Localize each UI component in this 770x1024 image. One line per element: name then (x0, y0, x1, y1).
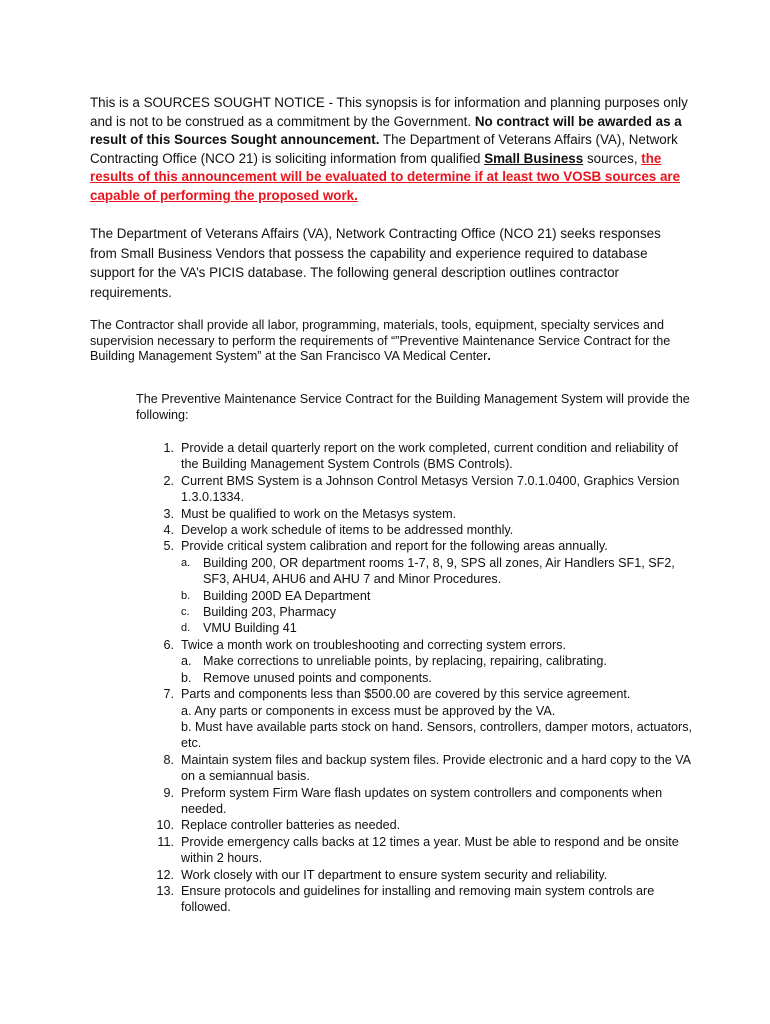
item-number: 11. (157, 834, 174, 849)
item-text: Replace controller batteries as needed. (181, 818, 401, 833)
vosb-evaluation-statement: the results of this announcement will be evaluated to determine if at least two VOSB sources are capable of performing the proposed work. (90, 150, 681, 203)
troubleshooting-list (181, 653, 696, 686)
list-item (136, 817, 696, 833)
sub-item-letter: a. (181, 654, 192, 669)
item-number: 9. (163, 785, 174, 800)
sub-item-text: Building 200D EA Department (203, 588, 371, 603)
item-number: 3. (163, 506, 174, 521)
sub-item-letter: b. (181, 589, 191, 602)
item-text: Current BMS System is a Johnson Control Metasys Version 7.0.1.0400, Graphics Version 1.3.0.1334. (181, 473, 680, 505)
requirements-list (136, 440, 696, 916)
contract-provides-intro: The Preventive Maintenance Service Contract for the Building Management System will provide the following: (136, 392, 690, 422)
small-business-term: Small Business (484, 150, 584, 166)
sub-item-text: VMU Building 41 (203, 621, 297, 636)
sub-list-item (181, 620, 696, 636)
list-item (136, 752, 696, 785)
calibration-areas-list (181, 555, 696, 637)
contractor-requirements-paragraph (90, 318, 690, 365)
sub-item-text: Building 203, Pharmacy (203, 605, 337, 620)
sub-item-text: Building 200, OR department rooms 1-7, 8, 9, SPS all zones, Air Handlers SF1, SF2, SF3, AHU4, AHU6 and AHU 7 and Minor Procedures. (203, 555, 675, 587)
list-item (136, 440, 696, 473)
period-mark: . (487, 349, 491, 364)
parts-stock-note: b. Must have available parts stock on hand. Sensors, controllers, damper motors, actuators, etc. (181, 719, 692, 751)
notice-intro-text: This is a SOURCES SOUGHT NOTICE - This synopsis is for information and planning purposes only and is not to be construed as a commitment by the Government. (90, 95, 688, 129)
item-text: Parts and components less than $500.00 are covered by this service agreement. (181, 687, 631, 702)
sources-text: sources, (586, 150, 638, 166)
sub-list-item (181, 555, 696, 588)
item-number: 5. (163, 539, 174, 554)
list-item (136, 686, 696, 752)
no-contract-statement: No contract will be awarded as a result of this Sources Sought announcement. (90, 113, 682, 148)
list-item (136, 538, 696, 636)
list-item (136, 883, 696, 916)
item-text: Work closely with our IT department to ensure system security and reliability. (181, 867, 608, 882)
solicitation-text: The Department of Veterans Affairs (VA), Network Contracting Office (NCO 21) is soliciting information from qualified (90, 132, 678, 166)
sub-list-item (181, 588, 696, 604)
list-item (136, 867, 696, 883)
item-number: 6. (163, 637, 174, 652)
item-text: Must be qualified to work on the Metasys system. (181, 506, 457, 521)
item-text: Develop a work schedule of items to be addressed monthly. (181, 523, 514, 538)
item-number: 8. (163, 752, 174, 767)
item-text: Provide a detail quarterly report on the work completed, current condition and reliability of the Building Management System Controls (BMS Controls). (181, 441, 679, 472)
sub-item-letter: b. (181, 670, 192, 685)
sub-item-text: Make corrections to unreliable points, by replacing, repairing, calibrating. (203, 654, 607, 669)
item-text: Maintain system files and backup system files. Provide electronic and a hard copy to the VA on a semiannual basis. (181, 752, 691, 784)
list-item (136, 522, 696, 538)
sub-item-letter: a. (181, 556, 191, 569)
sub-list-item (181, 604, 696, 620)
item-text: Twice a month work on troubleshooting and correcting system errors. (181, 637, 566, 652)
item-number: 2. (163, 473, 174, 488)
list-item (136, 473, 696, 506)
item-number: 10. (156, 818, 174, 833)
list-item (136, 637, 696, 686)
vendor-responses-paragraph: The Department of Veterans Affairs (VA), Network Contracting Office (NCO 21) seeks responses from Small Business Vendors that possess the capability and experience required to database support for the VA’s PICIS database. The following general description outlines contractor requirements. (90, 226, 661, 300)
parts-approval-note: a. Any parts or components in excess must be approved by the VA. (181, 703, 556, 718)
sub-item-text: Remove unused points and components. (203, 670, 432, 685)
contractor-requirements-text: The Contractor shall provide all labor, programming, materials, tools, equipment, specialty services and supervision necessary to perform the requirements of “”Preventive Maintenance Service Contract for the Building Management System” at the San Francisco VA Medical Center (90, 318, 671, 364)
list-item (136, 785, 696, 818)
item-number: 13. (156, 883, 174, 898)
list-item (136, 506, 696, 522)
sub-item-letter: c. (181, 606, 190, 619)
item-text: Ensure protocols and guidelines for installing and removing main system controls are followed. (181, 883, 655, 915)
item-number: 1. (163, 441, 174, 455)
sub-list-item (181, 670, 696, 686)
list-item (136, 834, 696, 867)
item-number: 7. (163, 687, 174, 702)
item-text: Provide emergency calls backs at 12 times a year. Must be able to respond and be onsite within 2 hours. (181, 834, 679, 866)
item-text: Preform system Firm Ware flash updates on system controllers and components when needed. (181, 785, 663, 816)
item-text: Provide critical system calibration and report for the following areas annually. (181, 539, 608, 554)
sub-item-letter: d. (181, 622, 191, 635)
item-number: 4. (163, 523, 174, 538)
sub-list-item (181, 653, 696, 669)
item-number: 12. (156, 867, 174, 882)
sources-sought-paragraph (90, 94, 690, 206)
